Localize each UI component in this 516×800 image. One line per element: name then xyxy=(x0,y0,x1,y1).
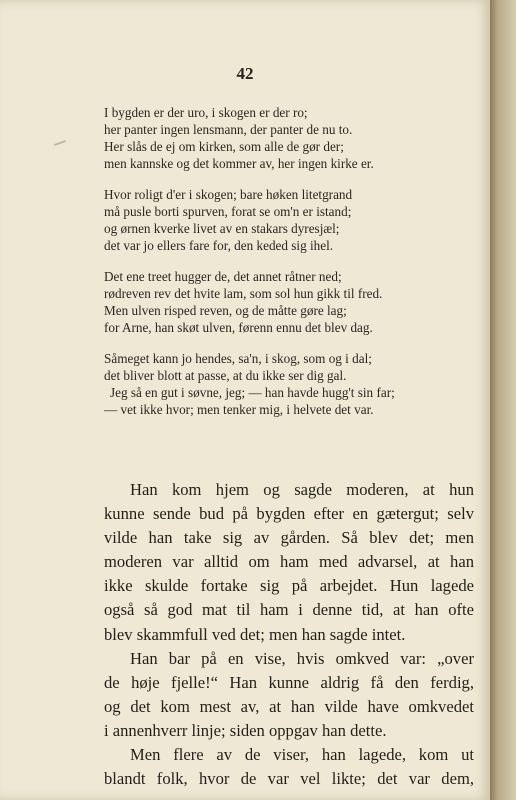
prose-line: blandt folk, hvor de var vel likte; det var dem, xyxy=(104,769,474,789)
poem-line: Hvor roligt d'er i skogen; bare høken litetgrand xyxy=(104,187,353,202)
poem xyxy=(104,104,474,432)
poem-line: må pusle borti spurven, forat se om'n er istand; xyxy=(104,204,352,219)
prose-line: og det kom mest av, at han vilde have omkvedet xyxy=(104,696,474,716)
prose-line: også så god mat til ham i denne tid, at han ofte xyxy=(104,600,474,620)
poem-line: Jeg så en gut i søvne, jeg; — han havde hugg't sin far; xyxy=(110,385,395,400)
poem-stanza xyxy=(104,186,474,254)
pencil-mark xyxy=(54,140,66,146)
poem-line: Her slås de ej om kirken, som alle de gør der; xyxy=(104,139,344,154)
prose-line: ikke skulde fortake sig på arbejdet. Hun lagede xyxy=(104,576,474,596)
poem-line: I bygden er der uro, i skogen er der ro; xyxy=(104,105,308,120)
prose-line: i annenhverr linje; siden oppgav han dette. xyxy=(104,720,387,740)
page-number: 42 xyxy=(236,64,254,83)
poem-stanza xyxy=(104,350,474,418)
prose-line: Han bar på en vise, hvis omkved var: „over xyxy=(130,648,474,668)
poem-line: Det ene treet hugger de, det annet råtner ned; xyxy=(104,269,342,284)
poem-line: Men ulven risped reven, og de måtte gøre lag; xyxy=(104,303,347,318)
poem-line: her panter ingen lensmann, der panter de nu to. xyxy=(104,122,353,137)
poem-line: — vet ikke hvor; men tenker mig, i helvete det var. xyxy=(104,402,374,417)
poem-line: men kannske og det kommer av, her ingen kirke er. xyxy=(104,156,374,171)
poem-line: Såmeget kann jo hendes, sa'n, i skog, som og i dal; xyxy=(104,351,372,366)
prose-line: Men flere av de viser, han lagede, kom ut xyxy=(130,745,474,765)
prose-line: moderen var alltid om ham med advarsel, at han xyxy=(104,552,474,572)
poem-line: det var jo ellers fare for, den keded sig ihel. xyxy=(104,238,334,253)
poem-line: det bliver blott at passe, at du ikke ser dig gal. xyxy=(104,368,347,383)
prose-line: de høje fjelle!“ Han kunne aldrig få den ferdig, xyxy=(104,672,474,692)
poem-line: rødreven rev det hvite lam, som sol hun gikk til fred. xyxy=(104,286,383,301)
prose-line: blev skammfull ved det; men han sagde intet. xyxy=(104,624,406,644)
poem-stanza xyxy=(104,268,474,336)
prose-line: Han kom hjem og sagde moderen, at hun xyxy=(130,480,474,499)
poem-line: for Arne, han skøt ulven, førenn ennu det blev dag. xyxy=(104,320,373,335)
poem-line: og ørnen kverke livet av en stakars dyresjæl; xyxy=(104,221,340,236)
prose-line: vilde han take sig av gården. Så blev det; men xyxy=(104,528,474,548)
book-gutter xyxy=(490,0,516,800)
poem-stanza xyxy=(104,104,474,172)
prose-line: kunne sende bud på bygden efter en gætergut; selv xyxy=(104,504,474,524)
prose-text xyxy=(104,478,474,791)
